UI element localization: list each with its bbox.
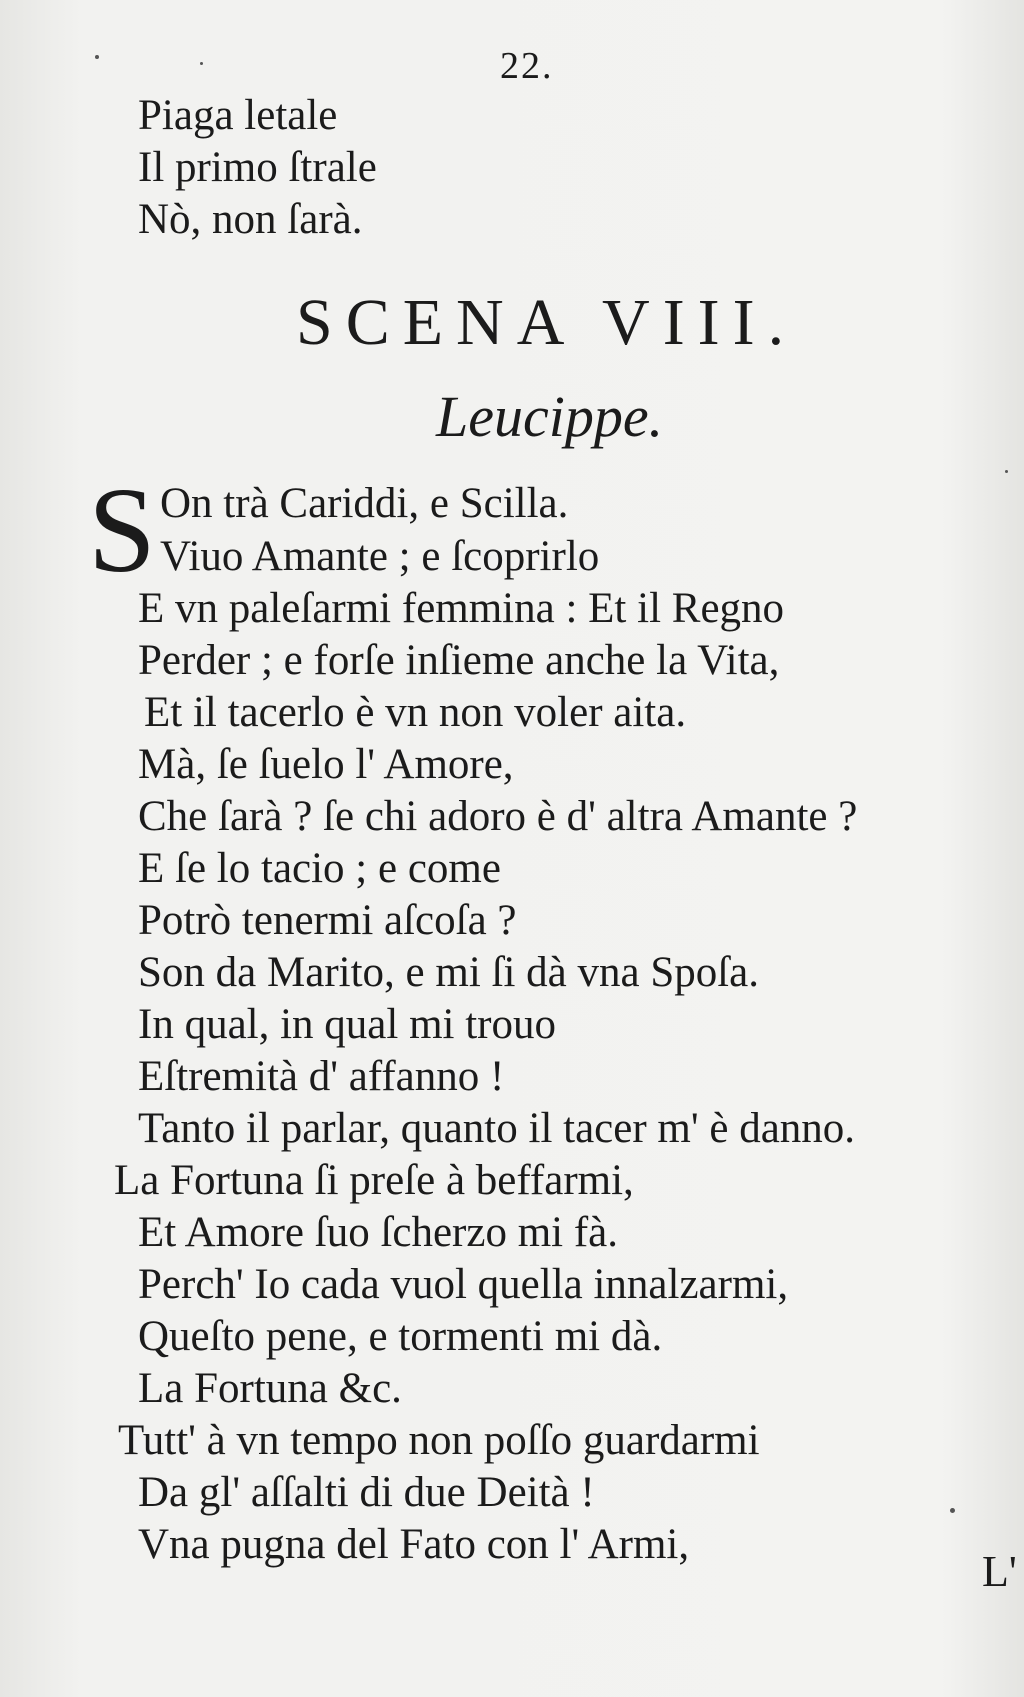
ink-speck bbox=[1005, 470, 1008, 473]
monologue-line: Et il tacerlo è vn non voler aita. bbox=[144, 689, 687, 736]
aria-line: Queſto pene, e tormenti mi dà. bbox=[138, 1313, 663, 1360]
aria-line: La Fortuna &c. bbox=[138, 1365, 402, 1412]
drop-cap-letter: S bbox=[88, 463, 156, 598]
aria-line: Da gl' aſſalti di due Deità ! bbox=[138, 1469, 595, 1516]
ink-speck bbox=[95, 55, 99, 59]
ink-speck bbox=[950, 1508, 955, 1513]
monologue-line: E vn paleſarmi femmina : Et il Regno bbox=[138, 585, 785, 632]
catchword: L' bbox=[982, 1547, 1017, 1596]
monologue-line: Tanto il parlar, quanto il tacer m' è danno. bbox=[138, 1105, 856, 1152]
monologue-line: E ſe lo tacio ; e come bbox=[138, 845, 501, 892]
monologue-line: Che ſarà ? ſe chi adoro è d' altra Amante ? bbox=[138, 793, 858, 840]
speaker-name: Leucippe. bbox=[436, 384, 664, 449]
aria-line: Perch' Io cada vuol quella innalzarmi, bbox=[138, 1261, 789, 1308]
aria-line: Vna pugna del Fato con l' Armi, bbox=[138, 1521, 690, 1568]
aria-line: Il primo ſtrale bbox=[138, 144, 377, 191]
aria-line: Et Amore ſuo ſcherzo mi fà. bbox=[138, 1209, 619, 1256]
monologue-line: Eſtremità d' affanno ! bbox=[138, 1053, 505, 1100]
monologue-line: In qual, in qual mi trouo bbox=[138, 1001, 556, 1048]
ink-speck bbox=[200, 62, 203, 65]
monologue-line: Son da Marito, e mi ſi dà vna Spoſa. bbox=[138, 949, 760, 996]
aria-line: Nò, non ſarà. bbox=[138, 196, 363, 243]
page-number: 22. bbox=[500, 45, 554, 87]
scene-title: SCENA VIII. bbox=[296, 286, 798, 359]
monologue-line: Mà, ſe ſuelo l' Amore, bbox=[138, 741, 514, 788]
monologue-line: Potrò tenermi aſcoſa ? bbox=[138, 897, 517, 944]
monologue-line: Viuo Amante ; e ſcoprirlo bbox=[160, 533, 600, 580]
aria-line: La Fortuna ſi preſe à beffarmi, bbox=[114, 1157, 634, 1204]
aria-line: Tutt' à vn tempo non poſſo guardarmi bbox=[118, 1417, 760, 1464]
aria-line: Piaga letale bbox=[138, 92, 338, 139]
monologue-line: On trà Cariddi, e Scilla. bbox=[160, 480, 569, 527]
monologue-line: Perder ; e forſe inſieme anche la Vita, bbox=[138, 637, 780, 684]
